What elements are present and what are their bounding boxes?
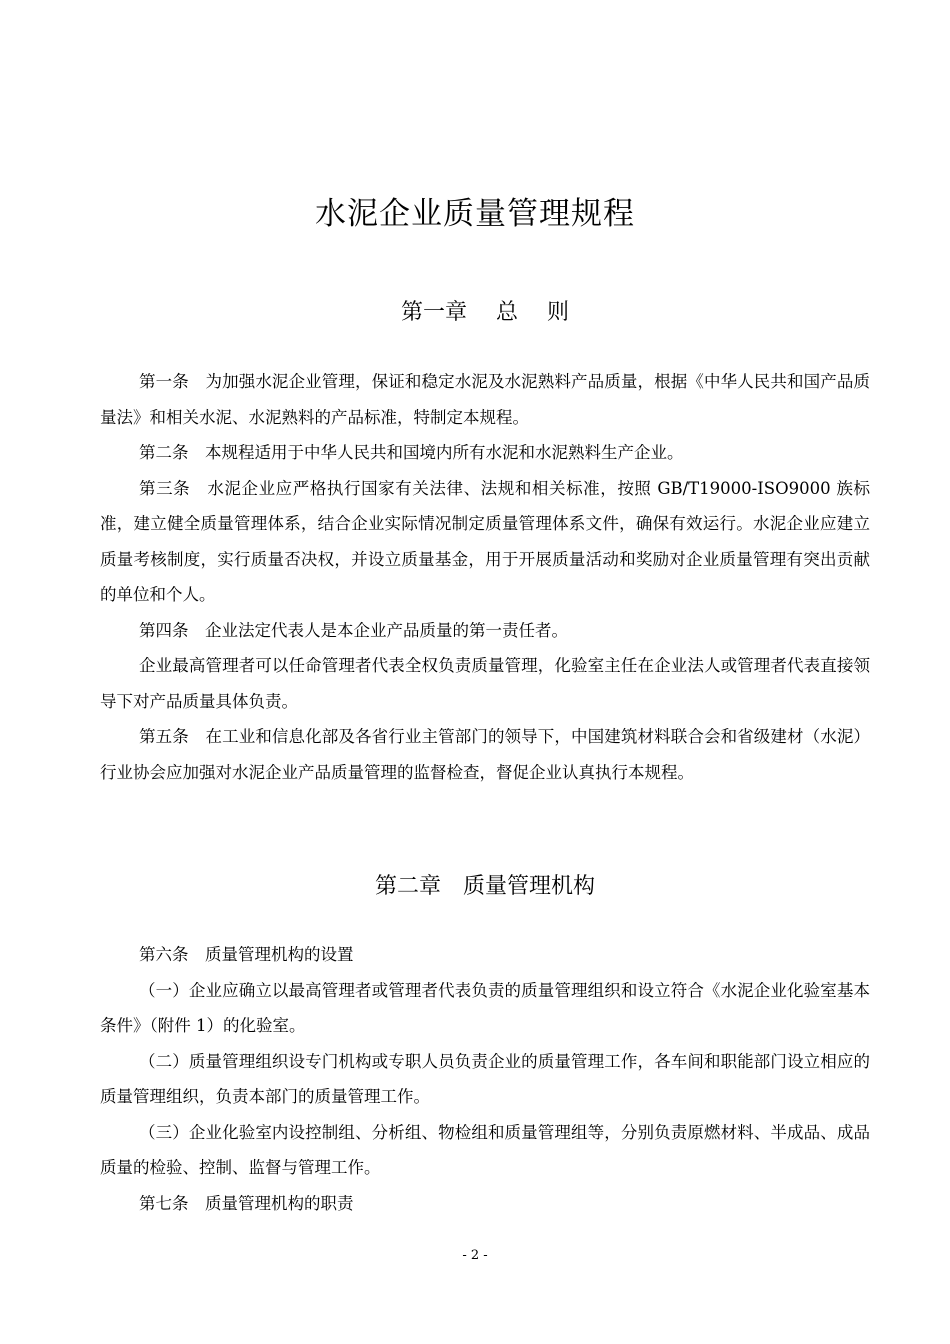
- article-7-heading-paragraph: 第七条 质量管理机构的职责: [139, 1193, 354, 1213]
- chapter-1-heading: 第一章 总 则: [401, 300, 569, 325]
- article-6-item-3-paragraph: （三）企业化验室内设控制组、分析组、物检组和质量管理组等，分别负责原燃材料、半成品、成品质量的检验、控制、监督与管理工作。: [100, 1122, 870, 1177]
- article-5-paragraph: 第五条 在工业和信息化部及各省行业主管部门的领导下，中国建筑材料联合会和省级建材（水泥）行业协会应加强对水泥企业产品质量管理的监督检查，督促企业认真执行本规程。: [100, 727, 870, 782]
- document-title: 水泥企业质量管理规程: [315, 196, 635, 232]
- chapter-1-body: [100, 364, 870, 790]
- article-1-paragraph: 第一条 为加强水泥企业管理，保证和稳定水泥及水泥熟料产品质量，根据《中华人民共和国产品质量法》和相关水泥、水泥熟料的产品标准，特制定本规程。: [100, 372, 870, 427]
- article-2-paragraph: 第二条 本规程适用于中华人民共和国境内所有水泥和水泥熟料生产企业。: [139, 443, 684, 462]
- chapter-2-body: [100, 937, 870, 1221]
- article-4-paragraph: 第四条 企业法定代表人是本企业产品质量的第一责任者。: [139, 620, 568, 640]
- article-6-heading-paragraph: 第六条 质量管理机构的设置: [139, 945, 354, 964]
- chapter-2-heading: 第二章 质量管理机构: [374, 874, 595, 899]
- article-3-paragraph: 第三条 水泥企业应严格执行国家有关法律、法规和相关标准，按照 GB/T19000-ISO9000 族标准，建立健全质量管理体系，结合企业实际情况制定质量管理体系文件，确保有效运行。水泥企业应建立质量考核制度，实行质量否决权，并设立质量基金，用于开展质量活动和奖励对企业质量管理有突出贡献的单位和个人。: [100, 478, 870, 604]
- page-number: - 2 -: [462, 1248, 488, 1263]
- article-6-item-2-paragraph: （二）质量管理组织设专门机构或专职人员负责企业的质量管理工作，各车间和职能部门设立相应的质量管理组织，负责本部门的质量管理工作。: [100, 1051, 870, 1106]
- article-6-item-1-paragraph: （一）企业应确立以最高管理者或管理者代表负责的质量管理组织和设立符合《水泥企业化验室基本条件》（附件 1）的化验室。: [100, 980, 870, 1035]
- article-4-continuation-paragraph: 企业最高管理者可以任命管理者代表全权负责质量管理，化验室主任在企业法人或管理者代表直接领导下对产品质量具体负责。: [100, 656, 870, 711]
